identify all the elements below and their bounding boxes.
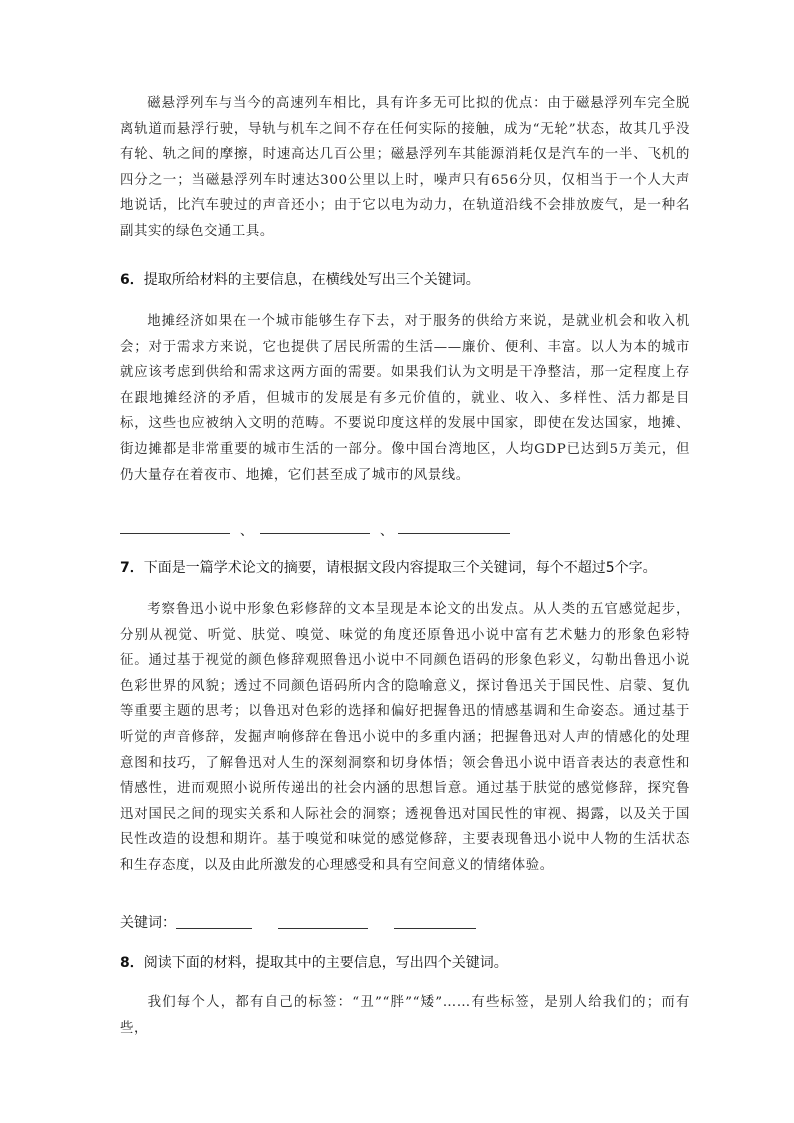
passage-luxun-abstract: [120, 597, 690, 879]
question-7-number: 7．: [120, 560, 144, 576]
question-7: [120, 558, 700, 578]
answer-blank-3[interactable]: [398, 533, 510, 534]
question-7-text: 下面是一篇学术论文的摘要，请根据文段内容提取三个关键词，每个不超过5个字。: [143, 560, 657, 576]
question-6-number: 6．: [120, 272, 144, 288]
keyword-blank-3[interactable]: [394, 928, 476, 929]
question-8: [120, 953, 700, 973]
passage-labels: [120, 990, 690, 1041]
question-8-text: 阅读下面的材料，提取其中的主要信息，写出四个关键词。: [143, 955, 508, 971]
passage-street-stall: [120, 309, 690, 488]
separator-2: 、: [380, 524, 394, 539]
answer-blank-2[interactable]: [260, 533, 370, 534]
keyword-blank-2[interactable]: [278, 928, 368, 929]
passage-labels-text: 我们每个人，都有自己的标签：“丑”“胖”“矮”……有些标签，是别人给我们的；而有些，: [120, 995, 690, 1036]
keyword-blank-1[interactable]: [176, 928, 252, 929]
question-6: [120, 270, 700, 290]
passage-luxun-abstract-text: 考察鲁迅小说中形象色彩修辞的文本呈现是本论文的出发点。从人类的五官感觉起步，分别从视觉、听觉、肤觉、嗅觉、味觉的角度还原鲁迅小说中富有艺术魅力的形象色彩特征。通过基于视觉的颜色修辞观照鲁迅小说中不同颜色语码的形象色彩义，勾勒出鲁迅小说色彩世界的风貌；透过不同颜色语码所内含的隐喻意义，探讨鲁迅关于国民性、启蒙、复仇等重要主题的思考；以鲁迅对色彩的选择和偏好把握鲁迅的情感基调和生命姿态。通过基于听觉的声音修辞，发掘声响修辞在鲁迅小说中的多重内涵；把握鲁迅对人声的情感化的处理意图和技巧，了解鲁迅对人生的深刻洞察和切身体悟；领会鲁迅小说中语音表达的表意性和情感性，进而观照小说所传递出的社会内涵的思想旨意。通过基于肤觉的感觉修辞，探究鲁迅对国民之间的现实关系和人际社会的洞察；透视鲁迅对国民性的审视、揭露，以及关于国民性改造的设想和期许。基于嗅觉和味觉的感觉修辞，主要表现鲁迅小说中人物的生活状态和生存态度，以及由此所激发的心理感受和具有空间意义的情绪体验。: [120, 602, 690, 873]
passage-street-stall-text: 地摊经济如果在一个城市能够生存下去，对于服务的供给方来说，是就业机会和收入机会；对于需求方来说，它也提供了居民所需的生活——廉价、便利、丰富。以人为本的城市就应该考虑到供给和需求这两方面的需要。如果我们认为文明是干净整洁，那一定程度上存在跟地摊经济的矛盾，但城市的发展是有多元价值的，就业、收入、多样性、活力都是目标，这些也应被纳入文明的范畴。不要说印度这样的发展中国家，即使在发达国家，地摊、街边摊都是非常重要的城市生活的一部分。像中国台湾地区，人均GDP已达到5万美元，但仍大量存在着夜市、地摊，它们甚至成了城市的风景线。: [120, 314, 690, 483]
question-6-text: 提取所给材料的主要信息，在横线处写出三个关键词。: [143, 272, 480, 288]
question-8-number: 8．: [120, 955, 144, 971]
passage-maglev: [120, 91, 690, 245]
answer-blank-1[interactable]: [120, 533, 230, 534]
passage-maglev-text: 磁悬浮列车与当今的高速列车相比，具有许多无可比拟的优点：由于磁悬浮列车完全脱离轨道而悬浮行驶，导轨与机车之间不存在任何实际的接触，成为“无轮”状态，故其几乎没有轮、轨之间的摩擦，时速高达几百公里；磁悬浮列车其能源消耗仅是汽车的一半、飞机的四分之一；当磁悬浮列车时速达300公里以上时，噪声只有656分贝，仅相当于一个人大声地说话，比汽车驶过的声音还小；由于它以电为动力，在轨道沿线不会排放废气，是一种名副其实的绿色交通工具。: [120, 96, 690, 239]
keyword-label: 关键词：: [120, 915, 176, 931]
separator-1: 、: [240, 524, 254, 539]
